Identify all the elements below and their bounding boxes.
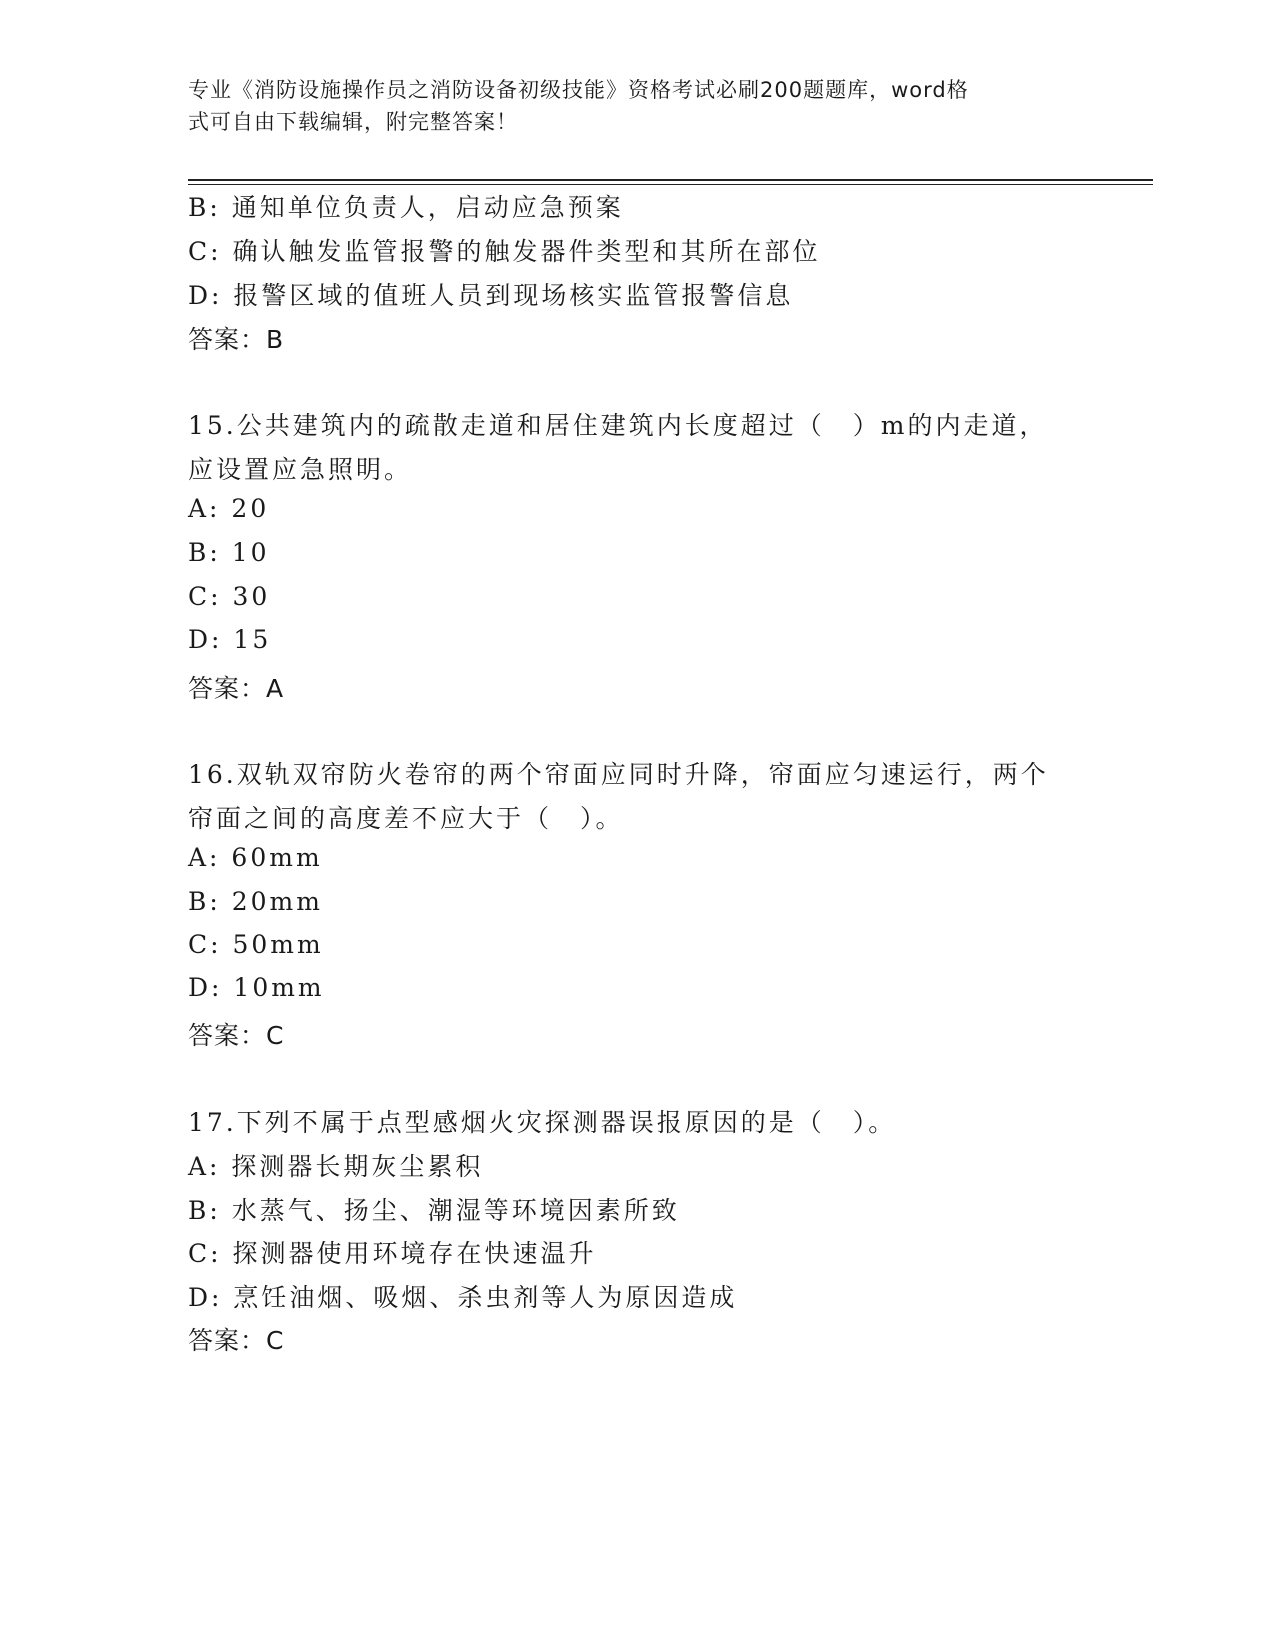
q15-option-b: B: 10 xyxy=(188,538,270,567)
q15-stem-line-2: 应设置应急照明。 xyxy=(188,455,413,484)
q17-answer: 答案：C xyxy=(188,1326,285,1355)
q15-option-c: C: 30 xyxy=(188,582,271,611)
q16-option-d: D: 10mm xyxy=(188,973,325,1002)
header-rule-thick xyxy=(188,179,1153,181)
q17-option-d: D: 烹饪油烟、吸烟、杀虫剂等人为原因造成 xyxy=(188,1283,738,1312)
prev-answer: 答案：B xyxy=(188,325,285,354)
prev-option-c: C: 确认触发监管报警的触发器件类型和其所在部位 xyxy=(188,237,821,266)
header-line-1: 专业《消防设施操作员之消防设备初级技能》资格考试必刷200题题库，word格 xyxy=(188,78,969,102)
q16-stem-line-1: 16.双轨双帘防火卷帘的两个帘面应同时升降，帘面应匀速运行，两个 xyxy=(188,760,1049,789)
header-rule-thin xyxy=(188,184,1153,185)
header-line-2: 式可自由下载编辑，附完整答案！ xyxy=(188,110,518,134)
q16-answer: 答案：C xyxy=(188,1021,285,1050)
q16-stem-line-2: 帘面之间的高度差不应大于（ ）。 xyxy=(188,804,624,833)
q16-option-b: B: 20mm xyxy=(188,887,323,916)
q15-option-d: D: 15 xyxy=(188,625,272,654)
q17-stem-line-1: 17.下列不属于点型感烟火灾探测器误报原因的是（ ）。 xyxy=(188,1108,897,1137)
q15-answer: 答案：A xyxy=(188,674,285,703)
q17-option-b: B: 水蒸气、扬尘、潮湿等环境因素所致 xyxy=(188,1196,680,1225)
prev-option-b: B: 通知单位负责人，启动应急预案 xyxy=(188,193,624,222)
q15-option-a: A: 20 xyxy=(188,494,270,523)
q17-option-c: C: 探测器使用环境存在快速温升 xyxy=(188,1239,597,1268)
q17-option-a: A: 探测器长期灰尘累积 xyxy=(188,1152,484,1181)
document-header xyxy=(188,74,1068,138)
q15-stem-line-1: 15.公共建筑内的疏散走道和居住建筑内长度超过（ ）m的内走道， xyxy=(188,411,1048,440)
prev-option-d: D: 报警区域的值班人员到现场核实监管报警信息 xyxy=(188,281,794,310)
q16-option-c: C: 50mm xyxy=(188,930,324,959)
q16-option-a: A: 60mm xyxy=(188,843,323,872)
